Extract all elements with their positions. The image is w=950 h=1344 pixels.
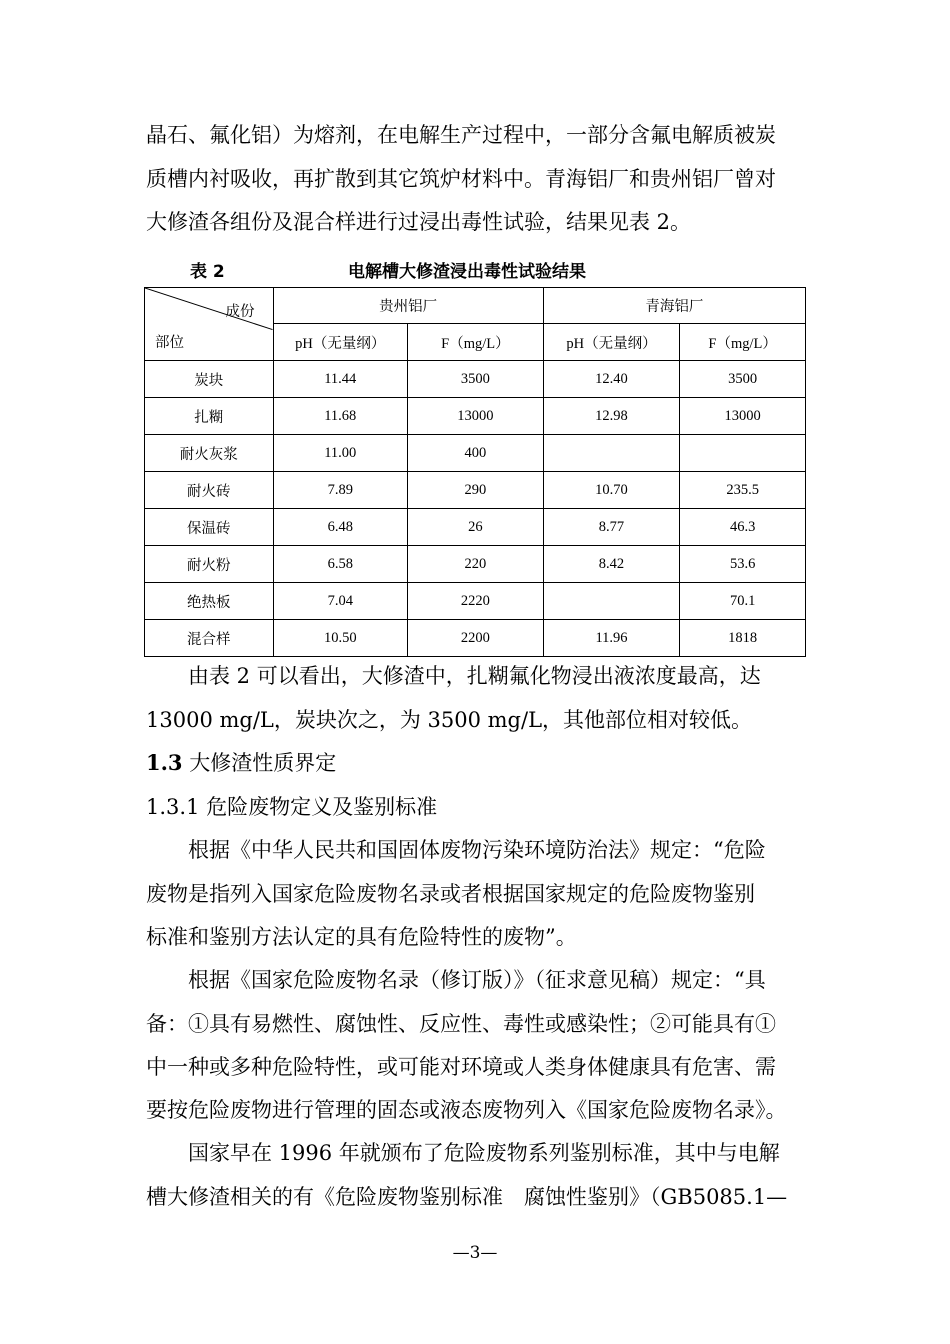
text-line: 根据《国家危险废物名录（修订版）》（征求意见稿）规定：“具 xyxy=(146,968,766,992)
row-name: 耐火粉 xyxy=(145,546,274,583)
text-line: 晶石、氟化铝）为熔剂，在电解生产过程中，一部分含氟电解质被炭 xyxy=(146,123,776,147)
table-row xyxy=(145,509,806,546)
cell-qinghai-ph: 10.70 xyxy=(543,472,680,509)
section-number: 1.3 xyxy=(146,751,183,775)
table-row xyxy=(145,546,806,583)
table-caption-number: 表 2 xyxy=(190,262,225,282)
col-header-f: F（mg/L） xyxy=(408,324,544,361)
table-row xyxy=(145,472,806,509)
corner-label-component: 成份 xyxy=(225,304,255,320)
text-line: 槽大修渣相关的有《危险废物鉴别标准 腐蚀性鉴别》（GB5085.1— xyxy=(146,1185,788,1209)
cell-guizhou-ph: 6.48 xyxy=(273,509,408,546)
toxicity-table xyxy=(144,287,806,657)
cell-guizhou-f: 2220 xyxy=(408,583,544,620)
cell-guizhou-ph: 11.00 xyxy=(273,435,408,472)
cell-guizhou-ph: 10.50 xyxy=(273,620,408,657)
col-header-ph: pH（无量纲） xyxy=(273,324,408,361)
cell-guizhou-f: 400 xyxy=(408,435,544,472)
text-line: 质槽内衬吸收，再扩散到其它筑炉材料中。青海铝厂和贵州铝厂曾对 xyxy=(146,167,776,191)
table-row xyxy=(145,398,806,435)
cell-qinghai-f: 3500 xyxy=(680,361,806,398)
row-name: 混合样 xyxy=(145,620,274,657)
cell-guizhou-ph: 11.68 xyxy=(273,398,408,435)
table-row xyxy=(145,435,806,472)
cell-guizhou-f: 3500 xyxy=(408,361,544,398)
cell-qinghai-ph: 8.77 xyxy=(543,509,680,546)
section-title: 大修渣性质界定 xyxy=(182,751,337,775)
text-line: 13000 mg/L，炭块次之，为 3500 mg/L，其他部位相对较低。 xyxy=(146,708,753,732)
text-line: 备：①具有易燃性、腐蚀性、反应性、毒性或感染性；②可能具有① xyxy=(146,1012,776,1036)
cell-qinghai-f: 46.3 xyxy=(680,509,806,546)
group-header-guizhou: 贵州铝厂 xyxy=(273,288,543,324)
cell-qinghai-f: 53.6 xyxy=(680,546,806,583)
row-name: 炭块 xyxy=(145,361,274,398)
cell-qinghai-ph xyxy=(543,583,680,620)
cell-guizhou-f: 220 xyxy=(408,546,544,583)
cell-qinghai-ph: 8.42 xyxy=(543,546,680,583)
page-number: —3— xyxy=(452,1243,498,1263)
cell-qinghai-f: 13000 xyxy=(680,398,806,435)
row-name: 耐火灰浆 xyxy=(145,435,274,472)
cell-qinghai-ph: 12.40 xyxy=(543,361,680,398)
table-row xyxy=(145,583,806,620)
cell-qinghai-f xyxy=(680,435,806,472)
corner-label-location: 部位 xyxy=(155,335,184,351)
section-heading-1-3 xyxy=(146,751,806,775)
text-line: 标准和鉴别方法认定的具有危险特性的废物”。 xyxy=(146,925,577,949)
text-line: 废物是指列入国家危险废物名录或者根据国家规定的危险废物鉴别 xyxy=(146,882,755,906)
cell-guizhou-f: 13000 xyxy=(408,398,544,435)
text-line: 大修渣各组份及混合样进行过浸出毒性试验，结果见表 2。 xyxy=(146,210,692,234)
cell-guizhou-f: 26 xyxy=(408,509,544,546)
cell-qinghai-ph xyxy=(543,435,680,472)
row-name: 扎糊 xyxy=(145,398,274,435)
section-heading-1-3-1: 1.3.1 危险废物定义及鉴别标准 xyxy=(146,795,438,819)
text-line: 由表 2 可以看出，大修渣中，扎糊氟化物浸出液浓度最高，达 xyxy=(146,664,761,688)
cell-guizhou-ph: 7.89 xyxy=(273,472,408,509)
cell-guizhou-ph: 11.44 xyxy=(273,361,408,398)
table-row xyxy=(145,361,806,398)
text-line: 要按危险废物进行管理的固态或液态废物列入《国家危险废物名录》。 xyxy=(146,1098,787,1122)
table-row xyxy=(145,620,806,657)
text-line: 国家早在 1996 年就颁布了危险废物系列鉴别标准，其中与电解 xyxy=(146,1141,780,1165)
row-name: 耐火砖 xyxy=(145,472,274,509)
cell-guizhou-f: 290 xyxy=(408,472,544,509)
text-line: 中一种或多种危险特性，或可能对环境或人类身体健康具有危害、需 xyxy=(146,1055,776,1079)
table-caption-title: 电解槽大修渣浸出毒性试验结果 xyxy=(348,262,586,282)
text-line: 根据《中华人民共和国固体废物污染环境防治法》规定：“危险 xyxy=(146,838,766,862)
row-name: 绝热板 xyxy=(145,583,274,620)
cell-guizhou-f: 2200 xyxy=(408,620,544,657)
cell-qinghai-ph: 11.96 xyxy=(543,620,680,657)
cell-guizhou-ph: 7.04 xyxy=(273,583,408,620)
cell-qinghai-ph: 12.98 xyxy=(543,398,680,435)
group-header-qinghai: 青海铝厂 xyxy=(543,288,805,324)
col-header-ph: pH（无量纲） xyxy=(543,324,680,361)
cell-qinghai-f: 70.1 xyxy=(680,583,806,620)
col-header-f: F（mg/L） xyxy=(680,324,806,361)
cell-qinghai-f: 235.5 xyxy=(680,472,806,509)
cell-qinghai-f: 1818 xyxy=(680,620,806,657)
row-name: 保温砖 xyxy=(145,509,274,546)
cell-guizhou-ph: 6.58 xyxy=(273,546,408,583)
table-corner-header xyxy=(145,288,274,361)
